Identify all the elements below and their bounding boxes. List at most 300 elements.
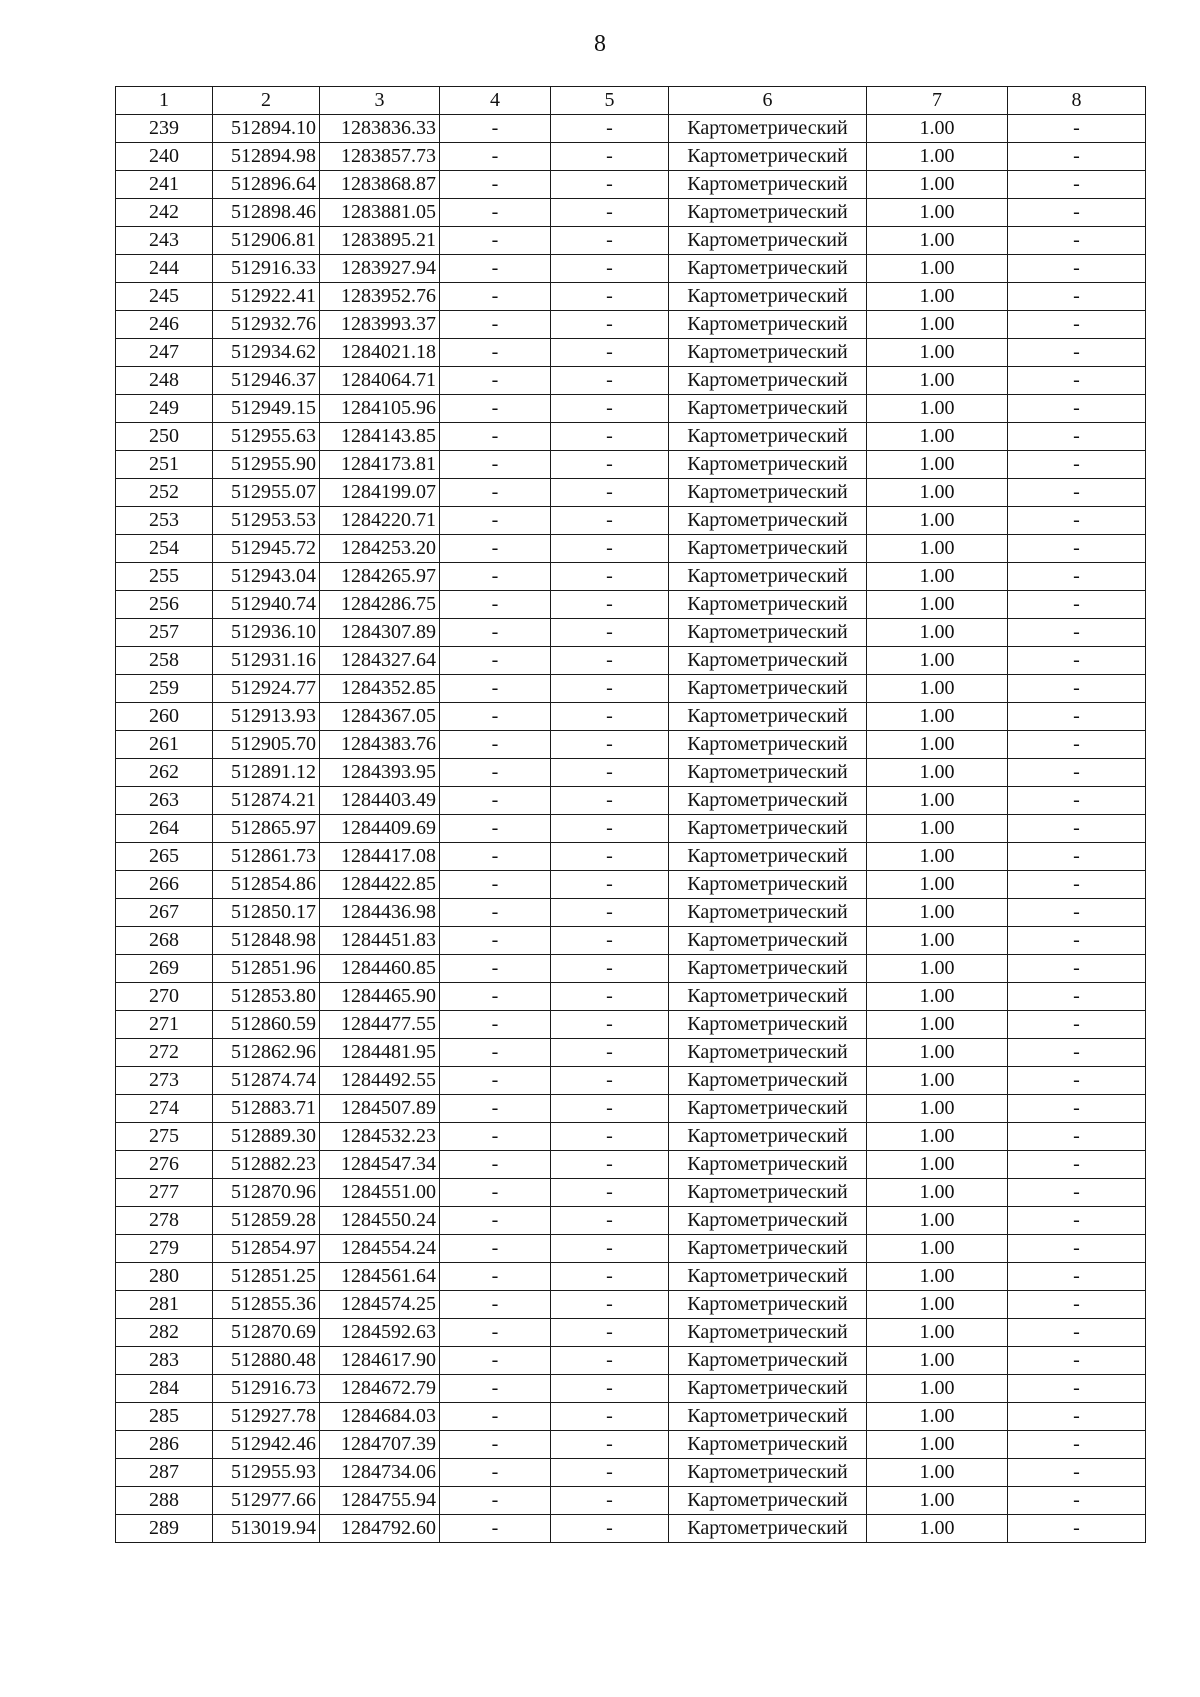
- y-coordinate-cell: 1284286.75: [320, 591, 440, 619]
- y-coordinate-cell: 1284554.24: [320, 1235, 440, 1263]
- y-coordinate-cell: 1283868.87: [320, 171, 440, 199]
- x-coordinate-cell: 512906.81: [213, 227, 320, 255]
- column-5-cell: -: [551, 311, 669, 339]
- column-4-cell: -: [440, 115, 551, 143]
- table-row: [116, 871, 1146, 899]
- column-4-cell: -: [440, 227, 551, 255]
- method-cell: Картометрический: [669, 619, 867, 647]
- x-coordinate-cell: 512943.04: [213, 563, 320, 591]
- y-coordinate-cell: 1284551.00: [320, 1179, 440, 1207]
- method-cell: Картометрический: [669, 1039, 867, 1067]
- column-8-cell: -: [1008, 171, 1146, 199]
- method-cell: Картометрический: [669, 1011, 867, 1039]
- column-8-cell: -: [1008, 591, 1146, 619]
- method-cell: Картометрический: [669, 1263, 867, 1291]
- column-5-cell: -: [551, 1123, 669, 1151]
- column-5-cell: -: [551, 227, 669, 255]
- accuracy-cell: 1.00: [867, 591, 1008, 619]
- y-coordinate-cell: 1284561.64: [320, 1263, 440, 1291]
- column-8-cell: -: [1008, 871, 1146, 899]
- accuracy-cell: 1.00: [867, 507, 1008, 535]
- accuracy-cell: 1.00: [867, 1207, 1008, 1235]
- point-number-cell: 275: [116, 1123, 213, 1151]
- table-row: [116, 1347, 1146, 1375]
- column-4-cell: -: [440, 703, 551, 731]
- point-number-cell: 252: [116, 479, 213, 507]
- table-row: [116, 1235, 1146, 1263]
- column-8-cell: -: [1008, 1151, 1146, 1179]
- y-coordinate-cell: 1284532.23: [320, 1123, 440, 1151]
- column-5-cell: -: [551, 983, 669, 1011]
- point-number-cell: 257: [116, 619, 213, 647]
- column-5-cell: -: [551, 759, 669, 787]
- column-8-cell: -: [1008, 1403, 1146, 1431]
- column-5-cell: -: [551, 955, 669, 983]
- table-row: [116, 843, 1146, 871]
- accuracy-cell: 1.00: [867, 731, 1008, 759]
- y-coordinate-cell: 1284422.85: [320, 871, 440, 899]
- point-number-cell: 251: [116, 451, 213, 479]
- point-number-cell: 289: [116, 1515, 213, 1543]
- column-header: 8: [1008, 87, 1146, 115]
- column-8-cell: -: [1008, 759, 1146, 787]
- table-row: [116, 283, 1146, 311]
- method-cell: Картометрический: [669, 1067, 867, 1095]
- column-5-cell: -: [551, 143, 669, 171]
- method-cell: Картометрический: [669, 871, 867, 899]
- method-cell: Картометрический: [669, 1095, 867, 1123]
- point-number-cell: 242: [116, 199, 213, 227]
- column-5-cell: -: [551, 451, 669, 479]
- method-cell: Картометрический: [669, 395, 867, 423]
- y-coordinate-cell: 1284481.95: [320, 1039, 440, 1067]
- point-number-cell: 272: [116, 1039, 213, 1067]
- point-number-cell: 253: [116, 507, 213, 535]
- point-number-cell: 245: [116, 283, 213, 311]
- point-number-cell: 267: [116, 899, 213, 927]
- point-number-cell: 255: [116, 563, 213, 591]
- method-cell: Картометрический: [669, 787, 867, 815]
- table-row: [116, 815, 1146, 843]
- accuracy-cell: 1.00: [867, 703, 1008, 731]
- accuracy-cell: 1.00: [867, 1039, 1008, 1067]
- table-row: [116, 423, 1146, 451]
- accuracy-cell: 1.00: [867, 563, 1008, 591]
- column-8-cell: -: [1008, 983, 1146, 1011]
- y-coordinate-cell: 1284393.95: [320, 759, 440, 787]
- method-cell: Картометрический: [669, 1319, 867, 1347]
- column-4-cell: -: [440, 1263, 551, 1291]
- column-8-cell: -: [1008, 1515, 1146, 1543]
- column-4-cell: -: [440, 367, 551, 395]
- y-coordinate-cell: 1284492.55: [320, 1067, 440, 1095]
- method-cell: Картометрический: [669, 1431, 867, 1459]
- table-row: [116, 955, 1146, 983]
- table-row: [116, 1515, 1146, 1543]
- accuracy-cell: 1.00: [867, 1431, 1008, 1459]
- column-header: 6: [669, 87, 867, 115]
- x-coordinate-cell: 512916.73: [213, 1375, 320, 1403]
- y-coordinate-cell: 1284143.85: [320, 423, 440, 451]
- column-5-cell: -: [551, 843, 669, 871]
- accuracy-cell: 1.00: [867, 619, 1008, 647]
- accuracy-cell: 1.00: [867, 283, 1008, 311]
- point-number-cell: 254: [116, 535, 213, 563]
- accuracy-cell: 1.00: [867, 143, 1008, 171]
- y-coordinate-cell: 1284617.90: [320, 1347, 440, 1375]
- accuracy-cell: 1.00: [867, 1263, 1008, 1291]
- method-cell: Картометрический: [669, 535, 867, 563]
- column-header: 7: [867, 87, 1008, 115]
- accuracy-cell: 1.00: [867, 115, 1008, 143]
- column-4-cell: -: [440, 1319, 551, 1347]
- x-coordinate-cell: 512924.77: [213, 675, 320, 703]
- column-5-cell: -: [551, 507, 669, 535]
- x-coordinate-cell: 512855.36: [213, 1291, 320, 1319]
- column-5-cell: -: [551, 731, 669, 759]
- y-coordinate-cell: 1284574.25: [320, 1291, 440, 1319]
- column-header: 2: [213, 87, 320, 115]
- point-number-cell: 282: [116, 1319, 213, 1347]
- table-row: [116, 143, 1146, 171]
- accuracy-cell: 1.00: [867, 1403, 1008, 1431]
- column-5-cell: -: [551, 395, 669, 423]
- table-row: [116, 255, 1146, 283]
- column-8-cell: -: [1008, 563, 1146, 591]
- column-5-cell: -: [551, 535, 669, 563]
- x-coordinate-cell: 512955.63: [213, 423, 320, 451]
- column-8-cell: -: [1008, 1179, 1146, 1207]
- x-coordinate-cell: 512882.23: [213, 1151, 320, 1179]
- column-4-cell: -: [440, 1207, 551, 1235]
- method-cell: Картометрический: [669, 479, 867, 507]
- y-coordinate-cell: 1284460.85: [320, 955, 440, 983]
- x-coordinate-cell: 512905.70: [213, 731, 320, 759]
- column-8-cell: -: [1008, 899, 1146, 927]
- x-coordinate-cell: 512955.90: [213, 451, 320, 479]
- x-coordinate-cell: 512870.69: [213, 1319, 320, 1347]
- column-4-cell: -: [440, 507, 551, 535]
- column-5-cell: -: [551, 1263, 669, 1291]
- column-4-cell: -: [440, 815, 551, 843]
- x-coordinate-cell: 512931.16: [213, 647, 320, 675]
- column-4-cell: -: [440, 1375, 551, 1403]
- column-8-cell: -: [1008, 1263, 1146, 1291]
- column-8-cell: -: [1008, 311, 1146, 339]
- accuracy-cell: 1.00: [867, 311, 1008, 339]
- column-5-cell: -: [551, 591, 669, 619]
- table-row: [116, 1039, 1146, 1067]
- column-4-cell: -: [440, 787, 551, 815]
- column-5-cell: -: [551, 1319, 669, 1347]
- column-5-cell: -: [551, 1039, 669, 1067]
- column-header: 3: [320, 87, 440, 115]
- column-8-cell: -: [1008, 955, 1146, 983]
- method-cell: Картометрический: [669, 1291, 867, 1319]
- x-coordinate-cell: 512851.96: [213, 955, 320, 983]
- accuracy-cell: 1.00: [867, 1291, 1008, 1319]
- column-4-cell: -: [440, 1123, 551, 1151]
- column-4-cell: -: [440, 1487, 551, 1515]
- column-5-cell: -: [551, 1151, 669, 1179]
- y-coordinate-cell: 1284451.83: [320, 927, 440, 955]
- point-number-cell: 241: [116, 171, 213, 199]
- column-4-cell: -: [440, 759, 551, 787]
- column-5-cell: -: [551, 199, 669, 227]
- table-row: [116, 1011, 1146, 1039]
- y-coordinate-cell: 1283881.05: [320, 199, 440, 227]
- y-coordinate-cell: 1284592.63: [320, 1319, 440, 1347]
- column-8-cell: -: [1008, 1291, 1146, 1319]
- accuracy-cell: 1.00: [867, 647, 1008, 675]
- accuracy-cell: 1.00: [867, 815, 1008, 843]
- column-5-cell: -: [551, 675, 669, 703]
- x-coordinate-cell: 512942.46: [213, 1431, 320, 1459]
- method-cell: Картометрический: [669, 451, 867, 479]
- accuracy-cell: 1.00: [867, 451, 1008, 479]
- x-coordinate-cell: 512862.96: [213, 1039, 320, 1067]
- accuracy-cell: 1.00: [867, 927, 1008, 955]
- x-coordinate-cell: 512874.21: [213, 787, 320, 815]
- point-number-cell: 249: [116, 395, 213, 423]
- column-4-cell: -: [440, 843, 551, 871]
- y-coordinate-cell: 1284684.03: [320, 1403, 440, 1431]
- column-4-cell: -: [440, 1347, 551, 1375]
- point-number-cell: 277: [116, 1179, 213, 1207]
- column-4-cell: -: [440, 283, 551, 311]
- table-row: [116, 1431, 1146, 1459]
- column-4-cell: -: [440, 423, 551, 451]
- point-number-cell: 266: [116, 871, 213, 899]
- column-header: 1: [116, 87, 213, 115]
- column-4-cell: -: [440, 899, 551, 927]
- column-8-cell: -: [1008, 1011, 1146, 1039]
- x-coordinate-cell: 512945.72: [213, 535, 320, 563]
- accuracy-cell: 1.00: [867, 339, 1008, 367]
- method-cell: Картометрический: [669, 731, 867, 759]
- table-row: [116, 983, 1146, 1011]
- x-coordinate-cell: 512891.12: [213, 759, 320, 787]
- y-coordinate-cell: 1284383.76: [320, 731, 440, 759]
- coordinates-table: [115, 86, 1146, 1543]
- column-8-cell: -: [1008, 143, 1146, 171]
- x-coordinate-cell: 512883.71: [213, 1095, 320, 1123]
- y-coordinate-cell: 1284403.49: [320, 787, 440, 815]
- accuracy-cell: 1.00: [867, 1179, 1008, 1207]
- column-8-cell: -: [1008, 451, 1146, 479]
- method-cell: Картометрический: [669, 1515, 867, 1543]
- x-coordinate-cell: 512922.41: [213, 283, 320, 311]
- column-4-cell: -: [440, 479, 551, 507]
- method-cell: Картометрический: [669, 199, 867, 227]
- x-coordinate-cell: 512865.97: [213, 815, 320, 843]
- table-header-row: [116, 87, 1146, 115]
- column-8-cell: -: [1008, 255, 1146, 283]
- table-row: [116, 451, 1146, 479]
- method-cell: Картометрический: [669, 1179, 867, 1207]
- column-4-cell: -: [440, 1179, 551, 1207]
- column-8-cell: -: [1008, 1067, 1146, 1095]
- column-5-cell: -: [551, 815, 669, 843]
- x-coordinate-cell: 512927.78: [213, 1403, 320, 1431]
- method-cell: Картометрический: [669, 675, 867, 703]
- accuracy-cell: 1.00: [867, 423, 1008, 451]
- table-row: [116, 199, 1146, 227]
- y-coordinate-cell: 1284327.64: [320, 647, 440, 675]
- column-4-cell: -: [440, 1235, 551, 1263]
- accuracy-cell: 1.00: [867, 171, 1008, 199]
- table-row: [116, 1263, 1146, 1291]
- column-5-cell: -: [551, 1291, 669, 1319]
- column-5-cell: -: [551, 171, 669, 199]
- point-number-cell: 286: [116, 1431, 213, 1459]
- x-coordinate-cell: 512889.30: [213, 1123, 320, 1151]
- column-5-cell: -: [551, 255, 669, 283]
- method-cell: Картометрический: [669, 815, 867, 843]
- method-cell: Картометрический: [669, 983, 867, 1011]
- column-8-cell: -: [1008, 1039, 1146, 1067]
- column-4-cell: -: [440, 675, 551, 703]
- column-8-cell: -: [1008, 479, 1146, 507]
- x-coordinate-cell: 512860.59: [213, 1011, 320, 1039]
- column-4-cell: -: [440, 871, 551, 899]
- method-cell: Картометрический: [669, 1123, 867, 1151]
- y-coordinate-cell: 1284477.55: [320, 1011, 440, 1039]
- x-coordinate-cell: 512913.93: [213, 703, 320, 731]
- x-coordinate-cell: 512859.28: [213, 1207, 320, 1235]
- accuracy-cell: 1.00: [867, 395, 1008, 423]
- column-4-cell: -: [440, 1095, 551, 1123]
- column-8-cell: -: [1008, 283, 1146, 311]
- column-4-cell: -: [440, 1039, 551, 1067]
- y-coordinate-cell: 1284734.06: [320, 1459, 440, 1487]
- column-8-cell: -: [1008, 815, 1146, 843]
- method-cell: Картометрический: [669, 1347, 867, 1375]
- column-4-cell: -: [440, 451, 551, 479]
- column-8-cell: -: [1008, 423, 1146, 451]
- column-5-cell: -: [551, 619, 669, 647]
- table-row: [116, 675, 1146, 703]
- point-number-cell: 250: [116, 423, 213, 451]
- column-5-cell: -: [551, 339, 669, 367]
- column-4-cell: -: [440, 1067, 551, 1095]
- table-row: [116, 395, 1146, 423]
- accuracy-cell: 1.00: [867, 1487, 1008, 1515]
- column-8-cell: -: [1008, 115, 1146, 143]
- y-coordinate-cell: 1283836.33: [320, 115, 440, 143]
- column-5-cell: -: [551, 1207, 669, 1235]
- x-coordinate-cell: 512949.15: [213, 395, 320, 423]
- column-8-cell: -: [1008, 675, 1146, 703]
- point-number-cell: 258: [116, 647, 213, 675]
- y-coordinate-cell: 1284367.05: [320, 703, 440, 731]
- table-row: [116, 927, 1146, 955]
- table-row: [116, 1459, 1146, 1487]
- table-row: [116, 1207, 1146, 1235]
- y-coordinate-cell: 1284507.89: [320, 1095, 440, 1123]
- x-coordinate-cell: 513019.94: [213, 1515, 320, 1543]
- method-cell: Картометрический: [669, 1375, 867, 1403]
- point-number-cell: 284: [116, 1375, 213, 1403]
- method-cell: Картометрический: [669, 227, 867, 255]
- point-number-cell: 274: [116, 1095, 213, 1123]
- y-coordinate-cell: 1284199.07: [320, 479, 440, 507]
- method-cell: Картометрический: [669, 1151, 867, 1179]
- column-8-cell: -: [1008, 927, 1146, 955]
- accuracy-cell: 1.00: [867, 1067, 1008, 1095]
- column-5-cell: -: [551, 1459, 669, 1487]
- column-5-cell: -: [551, 1179, 669, 1207]
- point-number-cell: 256: [116, 591, 213, 619]
- method-cell: Картометрический: [669, 1403, 867, 1431]
- table-row: [116, 563, 1146, 591]
- x-coordinate-cell: 512853.80: [213, 983, 320, 1011]
- method-cell: Картометрический: [669, 927, 867, 955]
- y-coordinate-cell: 1283952.76: [320, 283, 440, 311]
- column-8-cell: -: [1008, 1459, 1146, 1487]
- method-cell: Картометрический: [669, 759, 867, 787]
- point-number-cell: 280: [116, 1263, 213, 1291]
- x-coordinate-cell: 512916.33: [213, 255, 320, 283]
- table-row: [116, 339, 1146, 367]
- column-5-cell: -: [551, 115, 669, 143]
- column-4-cell: -: [440, 311, 551, 339]
- column-8-cell: -: [1008, 507, 1146, 535]
- accuracy-cell: 1.00: [867, 255, 1008, 283]
- accuracy-cell: 1.00: [867, 227, 1008, 255]
- x-coordinate-cell: 512896.64: [213, 171, 320, 199]
- method-cell: Картометрический: [669, 1235, 867, 1263]
- column-4-cell: -: [440, 619, 551, 647]
- y-coordinate-cell: 1284550.24: [320, 1207, 440, 1235]
- method-cell: Картометрический: [669, 283, 867, 311]
- column-5-cell: -: [551, 1515, 669, 1543]
- method-cell: Картометрический: [669, 367, 867, 395]
- x-coordinate-cell: 512940.74: [213, 591, 320, 619]
- y-coordinate-cell: 1283993.37: [320, 311, 440, 339]
- column-8-cell: -: [1008, 1431, 1146, 1459]
- column-5-cell: -: [551, 647, 669, 675]
- column-5-cell: -: [551, 703, 669, 731]
- method-cell: Картометрический: [669, 591, 867, 619]
- column-8-cell: -: [1008, 227, 1146, 255]
- method-cell: Картометрический: [669, 115, 867, 143]
- accuracy-cell: 1.00: [867, 1011, 1008, 1039]
- point-number-cell: 247: [116, 339, 213, 367]
- column-4-cell: -: [440, 395, 551, 423]
- table-row: [116, 227, 1146, 255]
- accuracy-cell: 1.00: [867, 1319, 1008, 1347]
- table-row: [116, 1067, 1146, 1095]
- point-number-cell: 285: [116, 1403, 213, 1431]
- column-5-cell: -: [551, 871, 669, 899]
- point-number-cell: 264: [116, 815, 213, 843]
- accuracy-cell: 1.00: [867, 843, 1008, 871]
- column-4-cell: -: [440, 647, 551, 675]
- y-coordinate-cell: 1284465.90: [320, 983, 440, 1011]
- accuracy-cell: 1.00: [867, 787, 1008, 815]
- column-8-cell: -: [1008, 395, 1146, 423]
- point-number-cell: 246: [116, 311, 213, 339]
- column-8-cell: -: [1008, 1095, 1146, 1123]
- x-coordinate-cell: 512934.62: [213, 339, 320, 367]
- table-row: [116, 1319, 1146, 1347]
- column-8-cell: -: [1008, 703, 1146, 731]
- x-coordinate-cell: 512874.74: [213, 1067, 320, 1095]
- column-5-cell: -: [551, 367, 669, 395]
- column-4-cell: -: [440, 1011, 551, 1039]
- column-5-cell: -: [551, 423, 669, 451]
